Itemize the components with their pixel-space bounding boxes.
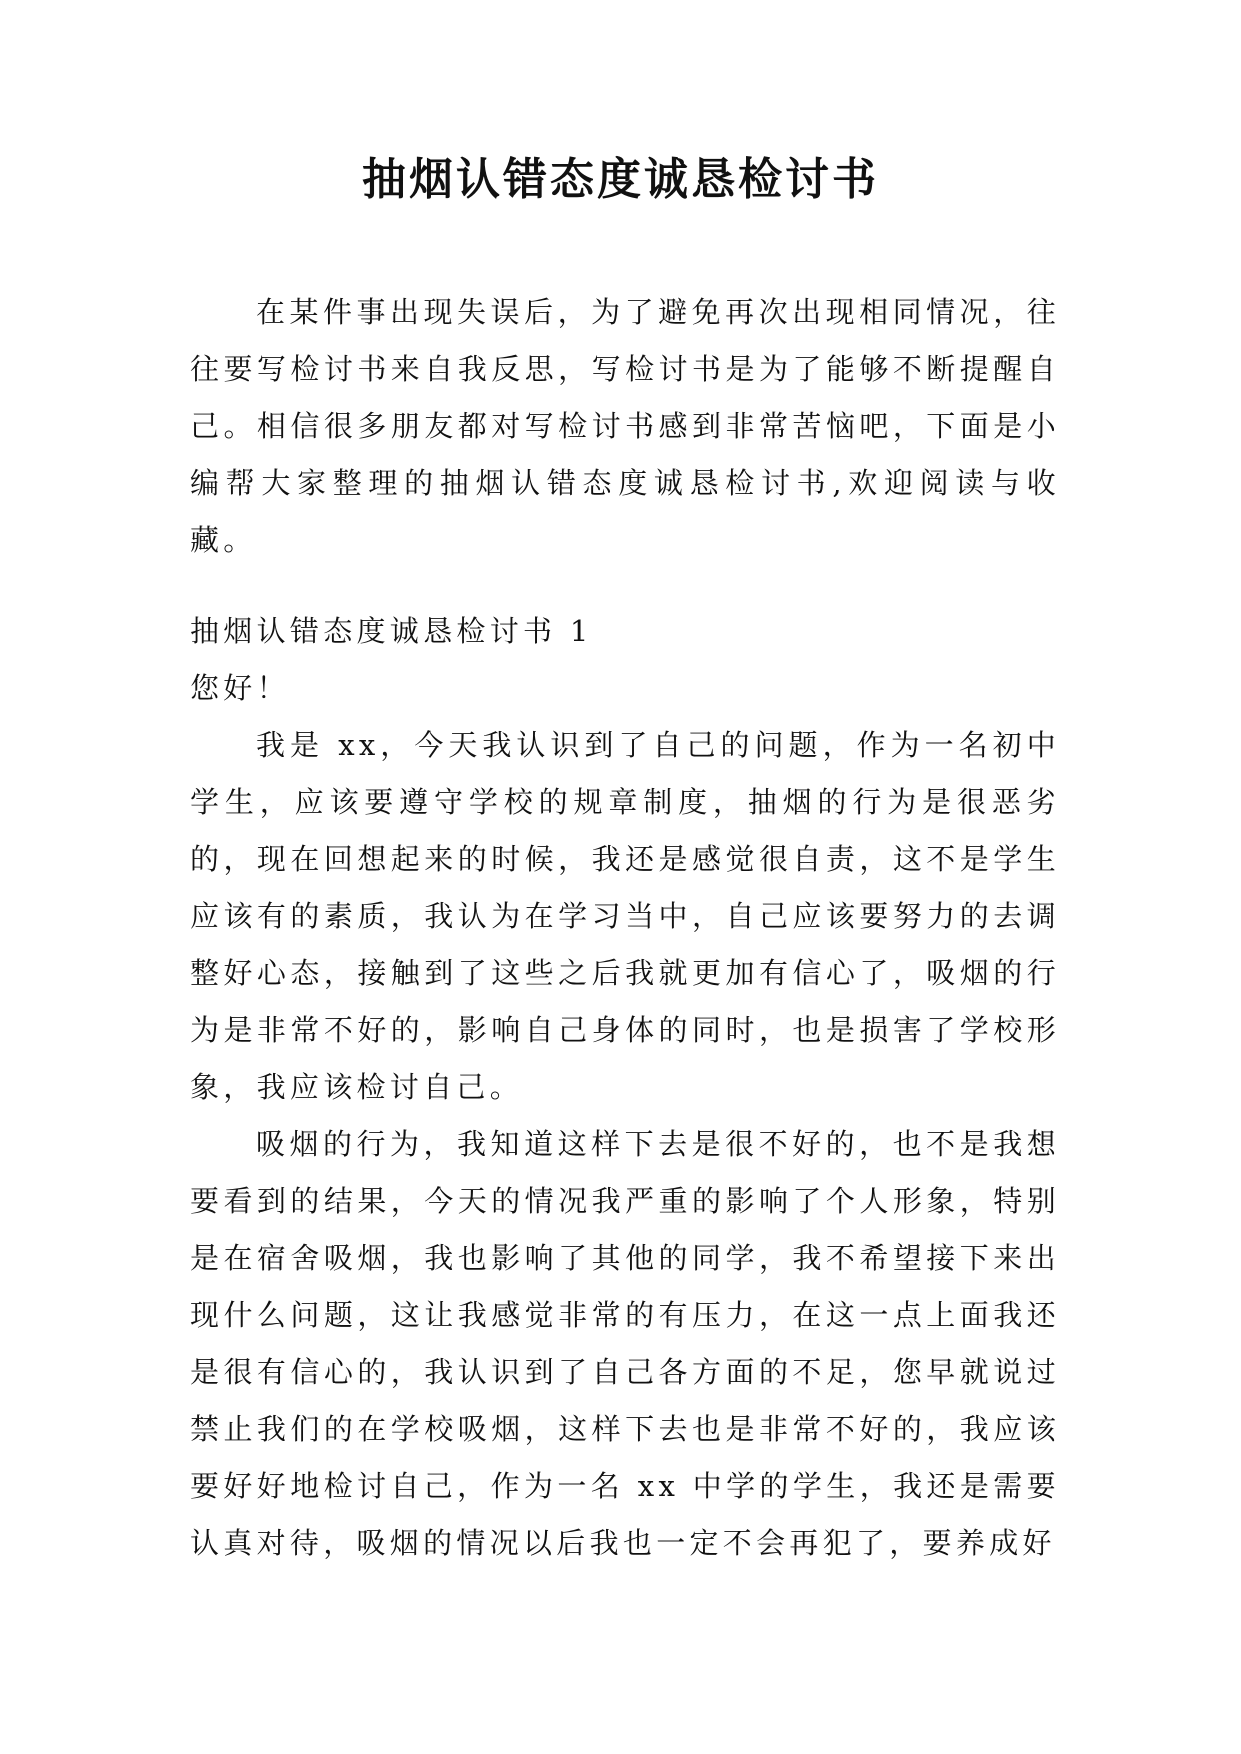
body-paragraph-1: 我是 xx，今天我认识到了自己的问题，作为一名初中学生，应该要遵守学校的规章制度，抽烟的行为是很恶劣的，现在回想起来的时候，我还是感觉很自责，这不是学生应该有的素质，我认为在学习当中，自己应该要努力的去调整好心态，接触到了这些之后我就更加有信心了，吸烟的行为是非常不好的，影响自己身体的同时，也是损害了学校形象，我应该检讨自己。	[190, 728, 1060, 1104]
intro-paragraph: 在某件事出现失误后，为了避免再次出现相同情况，往往要写检讨书来自我反思，写检讨书是为了能够不断提醒自己。相信很多朋友都对写检讨书感到非常苦恼吧，下面是小编帮大家整理的抽烟认错态度诚恳检讨书,欢迎阅读与收藏。	[190, 295, 1060, 557]
document-body	[190, 284, 1060, 1572]
document-title: 抽烟认错态度诚恳检讨书	[362, 154, 879, 205]
section-heading: 抽烟认错态度诚恳检讨书 1	[190, 614, 593, 648]
greeting: 您好！	[190, 671, 290, 705]
paragraph-gap	[190, 569, 1060, 603]
body-paragraph-2: 吸烟的行为，我知道这样下去是很不好的，也不是我想要看到的结果，今天的情况我严重的影响了个人形象，特别是在宿舍吸烟，我也影响了其他的同学，我不希望接下来出现什么问题，这让我感觉非常的有压力，在这一点上面我还是很有信心的，我认识到了自己各方面的不足，您早就说过禁止我们的在学校吸烟，这样下去也是非常不好的，我应该要好好地检讨自己，作为一名 xx 中学的学生，我还是需要认真对待，吸烟的情况以后我也一定不会再犯了，要养成好	[190, 1127, 1060, 1560]
